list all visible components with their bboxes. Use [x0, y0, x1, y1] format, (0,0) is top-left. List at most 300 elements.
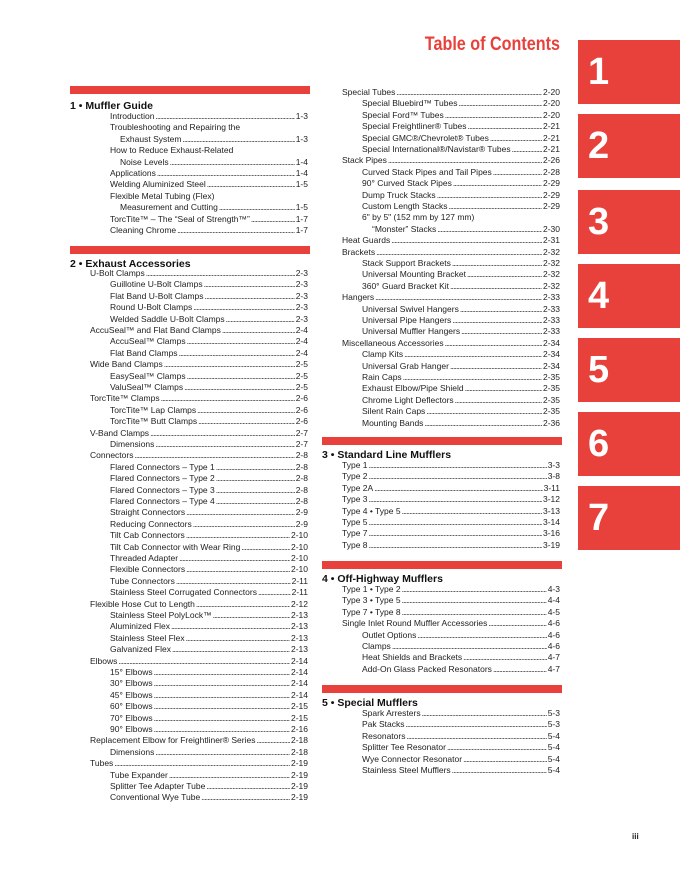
toc-entry-page: 2-8: [295, 450, 308, 461]
dot-leader: [172, 644, 290, 655]
toc-entry-title: Universal Grab Hanger: [362, 360, 449, 371]
toc-entry[interactable]: [362, 361, 560, 372]
chapter-tab-7[interactable]: 7: [578, 486, 680, 550]
toc-entry-page: 4-6: [547, 618, 560, 629]
section-divider-bar: [70, 86, 310, 94]
dot-leader: [241, 542, 290, 553]
toc-entry[interactable]: [342, 87, 560, 98]
toc-entry[interactable]: [110, 724, 308, 735]
toc-entry-title: 360° Guard Bracket Kit: [362, 280, 450, 291]
toc-entry-page: 2-5: [295, 359, 308, 370]
toc-entry-title: Splitter Tee Adapter Tube: [110, 781, 206, 791]
toc-entry-page: 2-15: [290, 712, 308, 723]
toc-entry-page: 2-7: [295, 427, 308, 438]
chapter-tab-5[interactable]: 5: [578, 338, 680, 402]
toc-entry[interactable]: [342, 595, 560, 606]
toc-entry-title: Special Ford™ Tubes: [362, 109, 444, 120]
toc-entry-title: Flared Connectors – Type 2: [110, 473, 215, 484]
toc-entry[interactable]: [90, 735, 308, 746]
toc-entry-title: Stack Support Brackets: [362, 258, 451, 268]
toc-entry[interactable]: [362, 664, 560, 675]
toc-entry-title: Noise Levels: [120, 156, 169, 167]
toc-entry[interactable]: [362, 719, 560, 730]
toc-entry-title: Flat Band Clamps: [110, 347, 178, 358]
toc-entry-title: Type 8: [342, 539, 368, 550]
toc-entry[interactable]: [110, 576, 308, 587]
toc-entry-title: Rain Caps: [362, 372, 402, 382]
toc-entry-page: 2-11: [291, 575, 308, 586]
toc-entry-page: 2-18: [290, 746, 308, 757]
toc-entry[interactable]: [90, 428, 308, 439]
toc-entry[interactable]: [362, 641, 560, 652]
toc-entry-page: 2-20: [542, 98, 560, 109]
toc-entry-title: Special Freightliner® Tubes: [362, 121, 467, 132]
toc-entry-title: Conventional Wye Tube: [110, 792, 201, 803]
toc-entry-title: Flared Connectors – Type 4: [110, 496, 215, 506]
toc-entry-title: “Monster” Stacks: [372, 223, 437, 234]
toc-entry[interactable]: [362, 406, 560, 417]
toc-entry[interactable]: [362, 133, 560, 144]
dot-leader: [369, 494, 542, 505]
dot-leader: [452, 315, 542, 326]
dot-leader: [402, 607, 547, 618]
section-heading[interactable]: 5 • Special Mufflers: [322, 697, 418, 709]
toc-entry-page: 4-7: [547, 663, 560, 674]
toc-entry-page: 3-13: [542, 505, 560, 516]
toc-entry-page: 1-3: [295, 133, 308, 144]
toc-entry-page: 2-10: [290, 530, 308, 541]
toc-entry-page: 2-33: [542, 326, 560, 337]
toc-entry[interactable]: [110, 701, 308, 712]
toc-entry-page: 2-32: [542, 280, 560, 291]
toc-entry-title: Stainless Steel Mufflers: [362, 765, 451, 775]
toc-entry[interactable]: [110, 530, 308, 541]
toc-entry-title: Dimensions: [110, 746, 155, 757]
toc-entry[interactable]: [110, 214, 308, 225]
toc-entry-title: Stainless Steel Corrugated Connectors: [110, 587, 257, 598]
toc-entry[interactable]: [342, 540, 560, 551]
dot-leader: [161, 393, 295, 404]
toc-entry[interactable]: [90, 656, 308, 667]
toc-entry[interactable]: [362, 98, 560, 109]
toc-entry-page: 2-8: [295, 473, 308, 484]
toc-entry[interactable]: [110, 781, 308, 792]
toc-entry-title: Special GMC®/Chevrolet® Tubes: [362, 132, 489, 143]
toc-entry-title: Tube Connectors: [110, 575, 175, 586]
dot-leader: [216, 485, 295, 496]
dot-leader: [134, 450, 294, 461]
toc-entry-page: 2-20: [542, 109, 560, 120]
toc-entry[interactable]: [110, 416, 308, 427]
toc-entry-page: 2-3: [295, 302, 308, 313]
toc-entry[interactable]: [110, 371, 308, 382]
toc-entry[interactable]: [362, 742, 560, 753]
dot-leader: [182, 134, 294, 145]
toc-entry-line: How to Reduce Exhaust-Related: [110, 145, 234, 156]
toc-entry[interactable]: [362, 167, 560, 178]
toc-entry-title: Resonators: [362, 730, 406, 741]
dot-leader: [465, 383, 542, 394]
dot-leader: [463, 652, 547, 663]
toc-entry[interactable]: [110, 587, 308, 598]
dot-leader: [155, 439, 294, 450]
toc-entry[interactable]: [362, 269, 560, 280]
toc-entry-title: Universal Muffler Hangers: [362, 326, 461, 337]
toc-entry[interactable]: [90, 393, 308, 404]
toc-entry-page: 2-14: [290, 655, 308, 666]
toc-entry[interactable]: [110, 111, 308, 122]
toc-entry[interactable]: [342, 607, 560, 618]
toc-entry[interactable]: [120, 134, 308, 145]
toc-entry-title: 90° Elbows: [110, 724, 153, 734]
toc-entry-title: Welded Saddle U-Bolt Clamps: [110, 313, 225, 324]
toc-entry-page: 2-9: [295, 518, 308, 529]
toc-entry-page: 5-4: [547, 730, 560, 741]
toc-entry-title: Universal Mounting Bracket: [362, 269, 466, 280]
toc-entry-title: Type 7: [342, 528, 368, 539]
dot-leader: [184, 382, 295, 393]
toc-entry[interactable]: [362, 121, 560, 132]
toc-entry[interactable]: [110, 179, 308, 190]
dot-leader: [391, 235, 542, 246]
toc-entry-page: 2-35: [542, 406, 560, 417]
dot-leader: [461, 326, 542, 337]
toc-entry-page: 1-7: [295, 225, 308, 235]
dot-leader: [207, 179, 295, 190]
toc-entry-page: 3-11: [543, 482, 560, 493]
chapter-tab-6[interactable]: 6: [578, 412, 680, 476]
toc-entry[interactable]: [120, 202, 308, 213]
toc-entry[interactable]: [342, 483, 560, 494]
toc-entry-page: 2-3: [295, 290, 308, 301]
toc-entry[interactable]: [342, 292, 560, 303]
dot-leader: [449, 201, 542, 212]
toc-entry-page: 2-19: [290, 769, 308, 780]
toc-entry-title: 70° Elbows: [110, 712, 153, 723]
toc-entry-title: Silent Rain Caps: [362, 406, 426, 417]
toc-entry-page: 2-10: [290, 564, 308, 575]
toc-entry[interactable]: [110, 713, 308, 724]
dot-leader: [169, 770, 290, 781]
toc-entry[interactable]: [110, 542, 308, 553]
dot-leader: [216, 496, 295, 507]
dot-leader: [426, 406, 542, 417]
toc-entry[interactable]: [110, 667, 308, 678]
toc-entry-page: 5-4: [547, 742, 560, 753]
toc-entry-page: 2-13: [290, 632, 308, 643]
toc-entry[interactable]: [362, 178, 560, 189]
toc-entry[interactable]: [342, 494, 560, 505]
toc-entry[interactable]: [342, 235, 560, 246]
toc-entry[interactable]: [110, 225, 308, 236]
toc-entry-page: 2-12: [290, 598, 308, 609]
chapter-tab-2[interactable]: 2: [578, 114, 680, 178]
toc-entry-page: 1-4: [295, 168, 308, 178]
toc-entry[interactable]: [110, 792, 308, 803]
toc-entry[interactable]: [110, 473, 308, 484]
dot-leader: [450, 361, 542, 372]
toc-entry[interactable]: [342, 517, 560, 528]
toc-entry-title: 90° Curved Stack Pipes: [362, 178, 452, 189]
toc-entry[interactable]: [110, 314, 308, 325]
toc-entry-page: 2-33: [542, 315, 560, 325]
toc-entry[interactable]: [110, 439, 308, 450]
toc-entry[interactable]: [110, 291, 308, 302]
toc-entry[interactable]: [110, 770, 308, 781]
toc-entry-title: Type 5: [342, 517, 368, 527]
toc-entry[interactable]: [90, 325, 308, 336]
toc-entry-title: Special International®/Navistar® Tubes: [362, 144, 511, 154]
dot-leader: [450, 281, 542, 292]
dot-leader: [392, 641, 547, 652]
section-heading[interactable]: 1 • Muffler Guide: [70, 100, 154, 112]
dot-leader: [216, 462, 295, 473]
dot-leader: [204, 279, 295, 290]
dot-leader: [402, 595, 547, 606]
dot-leader: [468, 121, 542, 132]
toc-entry-page: 2-13: [290, 644, 308, 655]
toc-entry-title: Type 2A: [342, 482, 374, 493]
dot-leader: [213, 610, 290, 621]
toc-entry[interactable]: [372, 224, 560, 235]
toc-entry-title: Chrome Light Deflectors: [362, 394, 454, 405]
toc-entry[interactable]: [362, 395, 560, 406]
toc-entry-title: Special Tubes: [342, 87, 396, 97]
section-divider-bar: [322, 437, 562, 445]
toc-entry[interactable]: [342, 460, 560, 471]
toc-entry[interactable]: [90, 758, 308, 769]
dot-leader: [201, 792, 290, 803]
toc-entry[interactable]: [362, 326, 560, 337]
toc-entry-page: 2-19: [290, 792, 308, 803]
toc-entry[interactable]: [110, 336, 308, 347]
toc-entry[interactable]: [362, 372, 560, 383]
toc-entry-title: EasySeal™ Clamps: [110, 370, 186, 381]
toc-entry-title: Tube Expander: [110, 769, 168, 780]
toc-entry[interactable]: [110, 168, 308, 179]
toc-entry-page: 4-6: [547, 629, 560, 640]
section-heading[interactable]: 4 • Off-Highway Mufflers: [322, 573, 443, 585]
toc-entry-page: 2-3: [295, 279, 308, 290]
toc-entry[interactable]: [362, 281, 560, 292]
toc-entry[interactable]: [110, 348, 308, 359]
toc-entry[interactable]: [110, 564, 308, 575]
toc-entry-page: 2-6: [295, 404, 308, 415]
toc-entry-page: 1-4: [295, 156, 308, 167]
toc-entry-page: 2-14: [290, 667, 308, 677]
toc-entry[interactable]: [110, 462, 308, 473]
toc-entry[interactable]: [90, 450, 308, 461]
toc-entry[interactable]: [362, 315, 560, 326]
dot-leader: [150, 428, 295, 439]
toc-entry[interactable]: [362, 754, 560, 765]
toc-entry-page: 5-4: [547, 765, 560, 775]
toc-entry-page: 2-3: [295, 313, 308, 324]
toc-entry-title: Curved Stack Pipes and Tail Pipes: [362, 166, 492, 177]
toc-entry-page: 2-29: [542, 189, 560, 200]
toc-entry[interactable]: [342, 247, 560, 258]
chapter-tab-3[interactable]: 3: [578, 190, 680, 254]
toc-entry-title: Single Inlet Round Muffler Accessories: [342, 618, 488, 629]
toc-entry[interactable]: [110, 621, 308, 632]
dot-leader: [154, 690, 290, 701]
toc-entry[interactable]: [342, 528, 560, 539]
toc-entry-page: 2-14: [290, 678, 308, 689]
section-divider-bar: [70, 246, 310, 254]
toc-entry[interactable]: [110, 507, 308, 518]
dot-leader: [164, 359, 295, 370]
dot-leader: [452, 765, 547, 776]
chapter-tab-4[interactable]: 4: [578, 264, 680, 328]
toc-entry[interactable]: [90, 268, 308, 279]
dot-leader: [186, 633, 290, 644]
toc-entry-page: 2-21: [542, 132, 560, 143]
toc-entry-title: TorcTite™ – The “Seal of Strength™”: [110, 213, 250, 224]
toc-entry[interactable]: [110, 405, 308, 416]
dot-leader: [187, 336, 295, 347]
dot-leader: [369, 540, 542, 551]
toc-entry[interactable]: [362, 418, 560, 429]
toc-entry-title: Type 7 • Type 8: [342, 606, 401, 617]
toc-entry[interactable]: [362, 383, 560, 394]
toc-entry-title: TorcTite™ Lap Clamps: [110, 404, 197, 415]
dot-leader: [490, 133, 542, 144]
toc-entry[interactable]: [90, 359, 308, 370]
toc-entry[interactable]: [362, 708, 560, 719]
dot-leader: [171, 621, 290, 632]
toc-entry-title: Special Bluebird™ Tubes: [362, 98, 458, 109]
toc-entry[interactable]: [342, 618, 560, 629]
toc-entry-page: 2-34: [542, 349, 560, 360]
section-divider-bar: [322, 561, 562, 569]
toc-entry[interactable]: [110, 302, 308, 313]
toc-entry-title: Universal Swivel Hangers: [362, 303, 459, 314]
toc-entry-page: 3-3: [547, 460, 560, 470]
toc-entry-title: Type 4 • Type 5: [342, 505, 401, 516]
toc-entry[interactable]: [110, 644, 308, 655]
toc-entry[interactable]: [110, 610, 308, 621]
dot-leader: [369, 471, 547, 482]
toc-entry[interactable]: [342, 506, 560, 517]
toc-entry[interactable]: [90, 599, 308, 610]
toc-entry[interactable]: [110, 633, 308, 644]
dot-leader: [154, 667, 290, 678]
dot-leader: [114, 758, 290, 769]
toc-entry[interactable]: [110, 382, 308, 393]
toc-entry-title: AccuSeal™ and Flat Band Clamps: [90, 325, 221, 335]
toc-entry-title: Wye Connector Resonator: [362, 753, 463, 764]
toc-entry[interactable]: [110, 496, 308, 507]
chapter-tab-1[interactable]: 1: [578, 40, 680, 104]
toc-entry-page: 2-36: [542, 417, 560, 428]
toc-entry[interactable]: [110, 485, 308, 496]
toc-entry[interactable]: [362, 731, 560, 742]
dot-leader: [193, 519, 295, 530]
dot-leader: [198, 416, 295, 427]
dot-leader: [197, 405, 295, 416]
toc-entry[interactable]: [110, 553, 308, 564]
toc-entry-title: Pak Stacks: [362, 719, 405, 730]
dot-leader: [375, 292, 542, 303]
toc-entry-page: 4-5: [547, 606, 560, 617]
toc-entry-page: 2-15: [290, 701, 308, 712]
toc-entry-title: Custom Length Stacks: [362, 201, 448, 211]
dot-leader: [187, 371, 295, 382]
dot-leader: [422, 708, 547, 719]
toc-entry[interactable]: [342, 584, 560, 595]
toc-entry-title: Reducing Connectors: [110, 518, 192, 529]
dot-leader: [258, 587, 291, 598]
dot-leader: [417, 630, 546, 641]
toc-entry-title: Guillotine U-Bolt Clamps: [110, 279, 203, 290]
toc-entry[interactable]: [362, 190, 560, 201]
toc-entry[interactable]: [342, 471, 560, 482]
toc-entry-title: AccuSeal™ Clamps: [110, 336, 186, 347]
toc-entry[interactable]: [110, 519, 308, 530]
toc-entry[interactable]: [110, 747, 308, 758]
toc-entry-page: 3-16: [542, 528, 560, 539]
toc-entry[interactable]: [362, 304, 560, 315]
toc-entry-page: 2-32: [542, 246, 560, 257]
toc-entry[interactable]: [362, 630, 560, 641]
dot-leader: [458, 98, 542, 109]
toc-entry-page: 2-3: [295, 268, 308, 278]
toc-entry-line: 6" by 5" (152 mm by 127 mm): [362, 212, 475, 223]
dot-leader: [460, 304, 542, 315]
toc-entry-title: V-Band Clamps: [90, 427, 150, 438]
toc-entry-page: 2-14: [290, 689, 308, 700]
toc-entry-page: 2-6: [295, 393, 308, 404]
toc-entry-page: 3-8: [547, 471, 560, 482]
toc-entry-title: 45° Elbows: [110, 689, 153, 700]
dot-leader: [146, 268, 295, 279]
section-divider-bar: [322, 685, 562, 693]
toc-entry[interactable]: [110, 690, 308, 701]
toc-entry[interactable]: [362, 258, 560, 269]
toc-entry[interactable]: [362, 765, 560, 776]
toc-entry-title: Stack Pipes: [342, 155, 387, 166]
dot-leader: [176, 576, 291, 587]
section-heading[interactable]: 3 • Standard Line Mufflers: [322, 449, 452, 461]
toc-entry-page: 2-9: [295, 507, 308, 518]
toc-entry-page: 2-20: [542, 87, 560, 97]
dot-leader: [251, 214, 295, 225]
toc-entry[interactable]: [110, 678, 308, 689]
toc-entry-title: Mounting Bands: [362, 417, 424, 428]
toc-entry[interactable]: [110, 279, 308, 290]
toc-entry[interactable]: [362, 201, 560, 212]
toc-entry-page: 2-19: [290, 758, 308, 769]
toc-entry[interactable]: [342, 155, 560, 166]
section-heading[interactable]: 2 • Exhaust Accessories: [70, 258, 191, 270]
dot-leader: [467, 269, 542, 280]
toc-entry[interactable]: [362, 349, 560, 360]
toc-entry[interactable]: [362, 144, 560, 155]
toc-entry-title: Flexible Hose Cut to Length: [90, 598, 195, 609]
dot-leader: [404, 349, 542, 360]
toc-entry[interactable]: [120, 157, 308, 168]
toc-entry-page: 5-3: [547, 708, 560, 718]
dot-leader: [154, 724, 290, 735]
toc-entry-title: Tilt Cab Connector with Wear Ring: [110, 541, 241, 552]
toc-entry-title: Flared Connectors – Type 3: [110, 484, 215, 495]
toc-entry[interactable]: [362, 652, 560, 663]
toc-entry[interactable]: [362, 110, 560, 121]
dot-leader: [396, 87, 542, 98]
toc-entry-title: Clamp Kits: [362, 349, 404, 360]
toc-entry-page: 2-10: [290, 541, 308, 552]
toc-entry[interactable]: [342, 338, 560, 349]
